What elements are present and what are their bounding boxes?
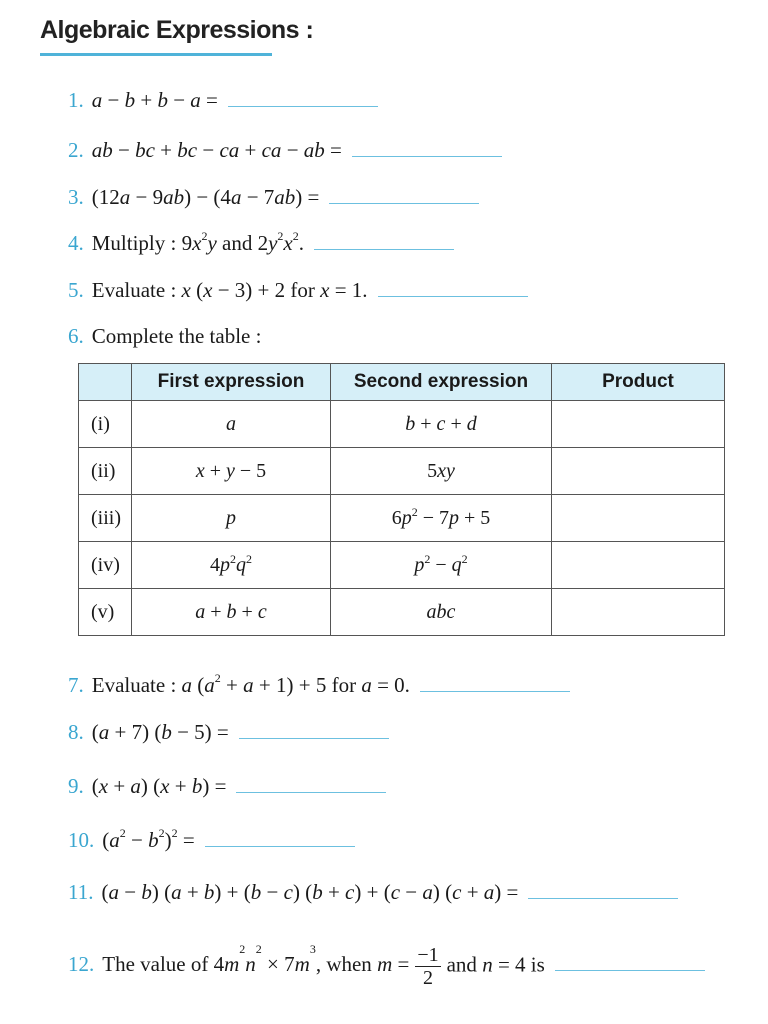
- table-header-cell: First expression: [132, 364, 331, 401]
- question-5: [68, 278, 528, 303]
- row-label: (ii): [79, 448, 132, 495]
- question-number: 9.: [68, 774, 84, 798]
- answer-blank[interactable]: [228, 105, 378, 107]
- question-text: (a − b) (a + b) + (b − c) (b + c) + (c − a) (c + a) =: [101, 880, 519, 904]
- question-text: $(a^2 - b^2)^2$ =: [102, 826, 195, 852]
- answer-blank[interactable]: [378, 295, 528, 297]
- question-text: Evaluate : x (x − 3) + 2 for x = 1.: [91, 278, 368, 302]
- table-row: [79, 448, 725, 495]
- question-10: [68, 828, 355, 853]
- fraction: [415, 944, 440, 989]
- answer-blank[interactable]: [420, 690, 570, 692]
- answer-blank[interactable]: [236, 791, 386, 793]
- question-number: 10.: [68, 828, 95, 852]
- row-label: (iii): [79, 495, 132, 542]
- question-number: 5.: [68, 278, 84, 302]
- products-table: [78, 363, 725, 636]
- table-row: [79, 401, 725, 448]
- question-4: [68, 231, 454, 256]
- second-expression: abc: [331, 589, 552, 636]
- answer-blank[interactable]: [314, 248, 454, 250]
- question-text: Multiply : $9x^2y$ and $2y^2x^2$.: [91, 229, 304, 255]
- fraction-denominator: 2: [422, 967, 433, 989]
- question-text-tail: and n = 4 is: [446, 952, 545, 977]
- product-cell[interactable]: [552, 495, 725, 542]
- question-2: [68, 138, 502, 163]
- question-3: [68, 185, 479, 210]
- product-cell[interactable]: [552, 448, 725, 495]
- title-underline: [40, 53, 272, 56]
- second-expression: 5xy: [331, 448, 552, 495]
- answer-blank[interactable]: [555, 969, 705, 971]
- table-row: [79, 495, 725, 542]
- page-title: Algebraic Expressions :: [40, 16, 314, 44]
- question-number: 4.: [68, 231, 84, 255]
- first-expression: $4p^2q^2$: [132, 542, 331, 589]
- table-header-cell: Second expression: [331, 364, 552, 401]
- first-expression: p: [132, 495, 331, 542]
- row-label: (iv): [79, 542, 132, 589]
- question-12: [68, 944, 705, 989]
- question-6: [68, 324, 261, 349]
- product-cell[interactable]: [552, 589, 725, 636]
- table-header-cell: Product: [552, 364, 725, 401]
- question-text: (x + a) (x + b) =: [91, 774, 227, 798]
- answer-blank[interactable]: [528, 897, 678, 899]
- first-expression: a + b + c: [132, 589, 331, 636]
- question-1: [68, 88, 378, 113]
- question-text: Evaluate : a $(a^2 + a + 1) + 5$ for a = 0.: [91, 671, 410, 697]
- product-cell[interactable]: [552, 542, 725, 589]
- row-label: (v): [79, 589, 132, 636]
- question-number: 6.: [68, 324, 84, 348]
- question-text: Complete the table :: [91, 324, 262, 348]
- question-number: 3.: [68, 185, 84, 209]
- first-expression: x + y − 5: [132, 448, 331, 495]
- first-expression: a: [132, 401, 331, 448]
- question-text: The value of $4m^2n^2 \times 7m^3$, when m =: [102, 942, 410, 977]
- second-expression: $6p^2 - 7p + 5$: [331, 495, 552, 542]
- table-header-row: [79, 364, 725, 401]
- answer-blank[interactable]: [239, 737, 389, 739]
- question-number: 1.: [68, 88, 84, 112]
- question-text: (a + 7) (b − 5) =: [91, 720, 229, 744]
- question-text: (12a − 9ab) − (4a − 7ab) =: [91, 185, 320, 209]
- question-number: 2.: [68, 138, 84, 162]
- table-header-cell: [79, 364, 132, 401]
- fraction-numerator: −1: [417, 944, 439, 966]
- question-number: 11.: [68, 880, 94, 904]
- question-7: [68, 673, 570, 698]
- question-text: a − b + b − a =: [91, 88, 218, 112]
- question-8: [68, 720, 389, 745]
- question-number: 7.: [68, 673, 84, 697]
- second-expression: b + c + d: [331, 401, 552, 448]
- question-11: [68, 880, 678, 905]
- question-number: 12.: [68, 952, 95, 977]
- answer-blank[interactable]: [352, 155, 502, 157]
- product-cell[interactable]: [552, 401, 725, 448]
- question-number: 8.: [68, 720, 84, 744]
- second-expression: $p^2 - q^2$: [331, 542, 552, 589]
- answer-blank[interactable]: [329, 202, 479, 204]
- question-text: ab − bc + bc − ca + ca − ab =: [91, 138, 342, 162]
- table-row: [79, 589, 725, 636]
- row-label: (i): [79, 401, 132, 448]
- table-row: [79, 542, 725, 589]
- answer-blank[interactable]: [205, 845, 355, 847]
- question-9: [68, 774, 386, 799]
